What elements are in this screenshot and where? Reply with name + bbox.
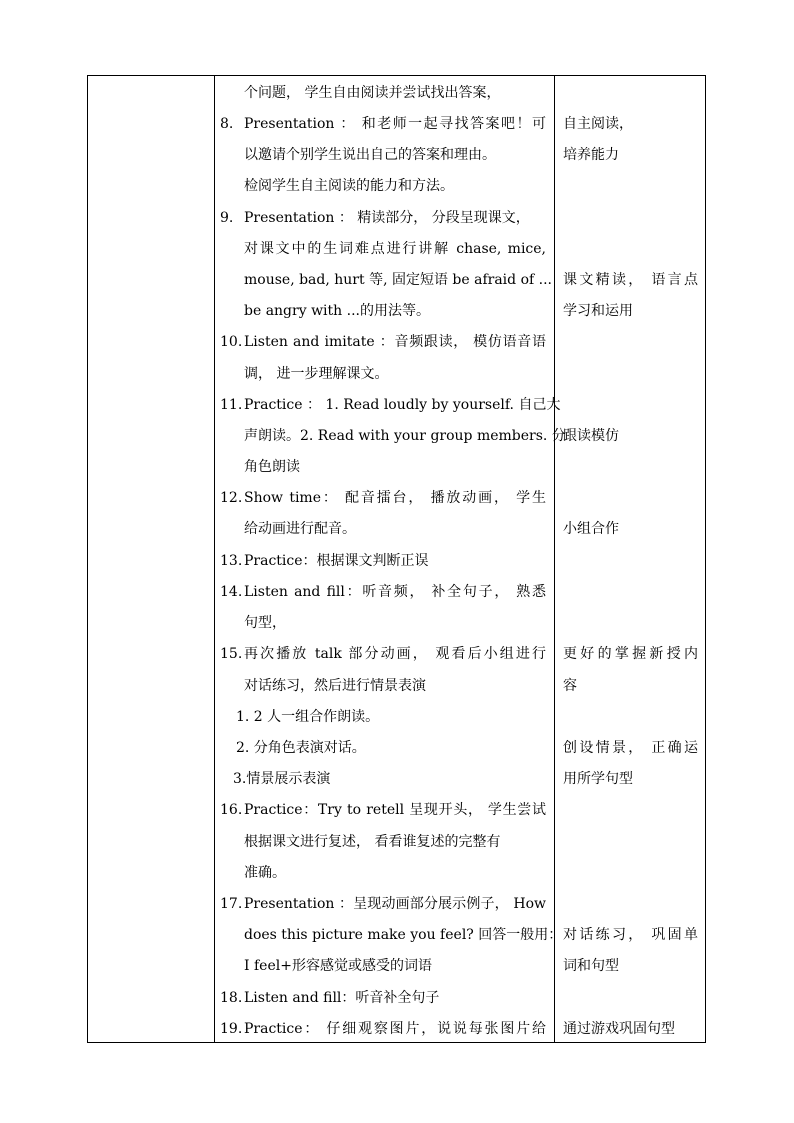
purpose-note: 课文精读， 语言点 (563, 272, 698, 288)
purpose-note: 通过游戏巩固句型 (563, 1021, 675, 1037)
procedure-line: 给动画进行配音。 (244, 521, 356, 537)
procedure-line: Practice：Try to retell 呈现开头， 学生尝试 (244, 802, 546, 818)
procedure-line: Listen and imitate ：音频跟读， 模仿语音语 (244, 334, 546, 350)
procedure-line: 对话练习，然后进行情景表演 (244, 678, 426, 694)
procedure-line: be angry with ...的用法等。 (244, 303, 430, 319)
purpose-note: 更好的掌握新授内 (563, 646, 698, 662)
step-number: 17. (220, 896, 243, 912)
purpose-note: 培养能力 (563, 147, 619, 163)
purpose-note: 用所学句型 (563, 771, 633, 787)
purpose-note: 容 (563, 678, 577, 694)
procedure-subline: 1. 2 人一组合作朗读。 (236, 709, 380, 725)
step-number: 9. (220, 210, 234, 226)
procedure-line: 以邀请个别学生说出自己的答案和理由。 (244, 147, 496, 163)
purpose-note: 小组合作 (563, 521, 619, 537)
procedure-line: 检阅学生自主阅读的能力和方法。 (244, 178, 454, 194)
procedure-line: 准确。 (244, 865, 286, 881)
column-divider-left (214, 76, 215, 1042)
procedure-line: Practice： 仔细观察图片，说说每张图片给 (244, 1021, 546, 1037)
procedure-line: Presentation ： 和老师一起寻找答案吧！可 (244, 116, 546, 132)
procedure-line: 调， 进一步理解课文。 (244, 366, 389, 382)
procedure-line: I feel+形容感觉或感受的词语 (244, 958, 432, 974)
column-divider-right (554, 76, 555, 1042)
procedure-line: 句型， (244, 615, 286, 631)
purpose-note: 词和句型 (563, 958, 619, 974)
step-number: 14. (220, 584, 243, 600)
procedure-line: Practice ： 1. Read loudly by yourself. 自己大 (244, 397, 561, 413)
step-number: 13. (220, 553, 243, 569)
procedure-line: Presentation ：呈现动画部分展示例子， How (244, 896, 546, 912)
step-number: 8. (220, 116, 234, 132)
procedure-line: mouse, bad, hurt 等, 固定短语 be afraid of ... (244, 272, 552, 288)
step-number: 16. (220, 802, 243, 818)
procedure-line: 个问题， 学生自由阅读并尝试找出答案， (244, 85, 501, 101)
procedure-line: 声朗读。2. Read with your group members. 分 (244, 428, 566, 444)
purpose-note: 学习和运用 (563, 303, 633, 319)
procedure-line: Practice：根据课文判断正误 (244, 553, 429, 569)
procedure-line: Presentation ： 精读部分， 分段呈现课文， (244, 210, 530, 226)
step-number: 12. (220, 490, 243, 506)
procedure-line: Show time： 配音擂台， 播放动画， 学生 (244, 490, 546, 506)
purpose-note: 对话练习， 巩固单 (563, 927, 698, 943)
purpose-note: 创设情景， 正确运 (563, 740, 698, 756)
step-number: 19. (220, 1021, 243, 1037)
procedure-line: 角色朗读 (244, 459, 300, 475)
procedure-line: Listen and fill：听音频， 补全句子， 熟悉 (244, 584, 546, 600)
procedure-line: 再次播放 talk 部分动画， 观看后小组进行 (244, 646, 546, 662)
procedure-line: 对课文中的生词难点进行讲解 chase, mice, (244, 241, 546, 257)
step-number: 18. (220, 990, 243, 1006)
purpose-note: 跟读模仿 (563, 428, 619, 444)
purpose-note: 自主阅读， (563, 116, 633, 132)
procedure-line: Listen and fill：听音补全句子 (244, 990, 440, 1006)
procedure-line: 根据课文进行复述， 看看谁复述的完整有 (244, 834, 501, 850)
step-number: 11. (220, 397, 243, 413)
step-number: 10. (220, 334, 243, 350)
procedure-line: does this picture make you feel? 回答一般用： (244, 927, 563, 943)
procedure-subline: 2. 分角色表演对话。 (236, 740, 366, 756)
procedure-subline: 3.情景展示表演 (233, 771, 331, 787)
step-number: 15. (220, 646, 243, 662)
